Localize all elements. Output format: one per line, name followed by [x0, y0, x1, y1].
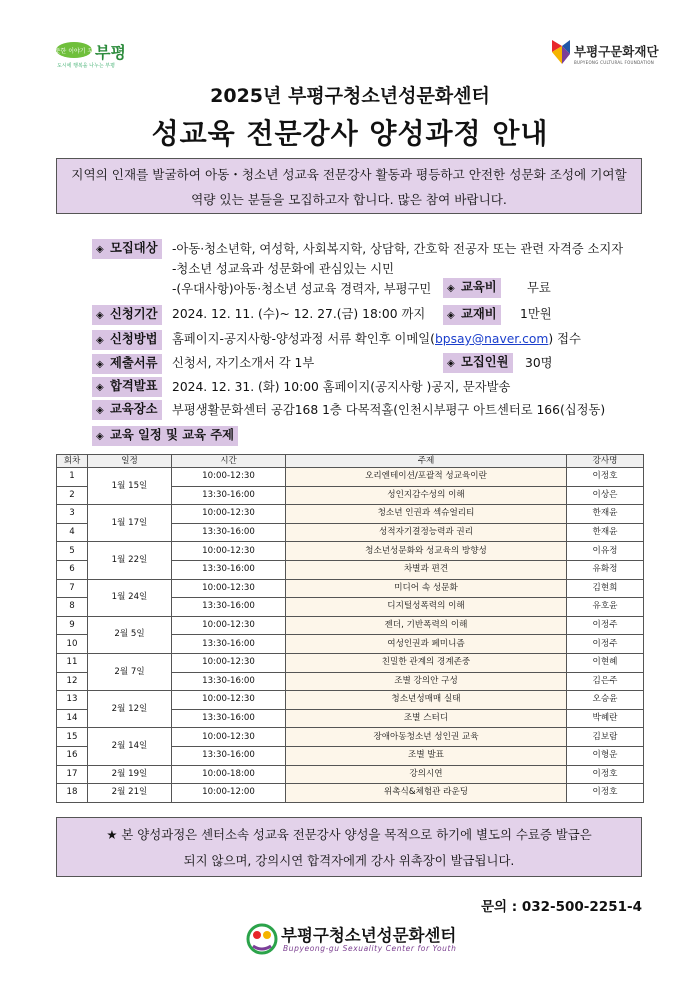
- notice-line-2: 되지 않으며, 강의시연 합격자에게 강사 위촉장이 발급됩니다.: [183, 853, 515, 868]
- table-row: 15 2월 14일 10:00-12:30 장애아동청소년 성인권 교육 김보람: [57, 728, 644, 747]
- target-label: ◈ 모집대상: [92, 239, 162, 259]
- table-header-row: [57, 455, 644, 468]
- page-title: 성교육 전문강사 양성과정 안내: [151, 117, 549, 150]
- intro-box: [56, 158, 642, 214]
- method-label: ◈ 신청방법: [92, 330, 162, 350]
- page-subtitle: 2025년 부평구청소년성문화센터: [210, 85, 490, 107]
- notice-box: [56, 817, 642, 877]
- logo-left-sub: 도시에 행복을 나누는 부평: [57, 63, 115, 69]
- target-line-3: -(우대사항)아동·청소년 성교육 경력자, 부평구민: [172, 282, 432, 296]
- notice-line-1: ★ 본 양성과정은 센터소속 성교육 전문강사 양성을 목적으로 하기에 별도의 수료증 발급은: [106, 827, 592, 842]
- target-line-1: -아동·청소년학, 여성학, 사회복지학, 상담학, 간호학 전공자 또는 관련 자격증 소지자: [172, 242, 624, 256]
- table-row: 5 1월 22일 10:00-12:30 청소년성문화와 성교육의 방향성 이유정: [57, 542, 644, 561]
- svg-text:따뜻한 이야기 부평: 따뜻한 이야기 부평: [48, 48, 100, 55]
- footer-center-name: 부평구청소년성문화센터: [281, 926, 457, 945]
- header-teacher: 강사명: [567, 455, 644, 468]
- table-row: 18 2월 21일 10:00-12:00 위촉식&체험관 라운딩 이정호: [57, 784, 644, 803]
- table-row: 14 13:30-16:00 조별 스터디 박혜란: [57, 709, 644, 728]
- result-label: ◈ 합격발표: [92, 377, 162, 397]
- table-row: 4 13:30-16:00 성적자기결정능력과 권리 한재윤: [57, 523, 644, 542]
- header-date: 일정: [88, 455, 172, 468]
- schedule-table: [56, 454, 644, 803]
- footer-logo: [245, 920, 465, 960]
- header-time: 시간: [172, 455, 286, 468]
- email-link[interactable]: bpsay@naver.com: [434, 332, 549, 346]
- table-row: 10 13:30-16:00 여성인권과 페미니즘 이정주: [57, 635, 644, 654]
- table-row: 12 13:30-16:00 조별 강의안 구성 김은주: [57, 672, 644, 691]
- quota-label: ◈ 모집인원: [443, 353, 513, 373]
- bupyeong-logo: [48, 38, 135, 72]
- logo-leaf-icon: [48, 40, 100, 60]
- foundation-name: 부평구문화재단: [574, 44, 659, 59]
- table-row: 13 2월 12일 10:00-12:30 청소년성매매 실태 오승윤: [57, 691, 644, 710]
- table-row: 9 2월 5일 10:00-12:30 젠더, 기반폭력의 이해 이정주: [57, 616, 644, 635]
- intro-line-1: 지역의 인재를 발굴하여 아동・청소년 성교육 전문강사 활동과 평등하고 안전한 성문화 조성에 기여할: [71, 167, 627, 182]
- contact-info: 문의 : 032-500-2251-4: [480, 899, 642, 915]
- place-label: ◈ 교육장소: [92, 400, 162, 420]
- center-logo-icon: [245, 922, 279, 956]
- material-label: ◈ 교재비: [443, 305, 501, 325]
- table-row: 11 2월 7일 10:00-12:30 친밀한 관계의 경계존중 이현혜: [57, 653, 644, 672]
- method-value: 홈페이지-공지사항-양성과정 서류 확인후 이메일(bpsay@naver.com) 접수: [172, 332, 581, 346]
- schedule-label: ◈ 교육 일정 및 교육 주제: [92, 426, 238, 446]
- docs-label: ◈ 제출서류: [92, 354, 162, 374]
- period-label: ◈ 신청기간: [92, 305, 162, 325]
- foundation-english: BUPYEONG CULTURAL FOUNDATION: [574, 60, 655, 65]
- table-row: 3 1월 17일 10:00-12:30 청소년 인권과 섹슈얼리티 한재윤: [57, 505, 644, 524]
- table-row: 8 13:30-16:00 디지털성폭력의 이해 유호윤: [57, 598, 644, 617]
- table-row: 2 13:30-16:00 성인지감수성의 이해 이상은: [57, 486, 644, 505]
- intro-line-2: 역량 있는 분들을 모집하고자 합니다. 많은 참여 바랍니다.: [191, 192, 507, 207]
- table-row: 17 2월 19일 10:00-18:00 강의시연 이정호: [57, 765, 644, 784]
- fee-value: 무료: [527, 281, 551, 295]
- docs-value: 신청서, 자기소개서 각 1부: [172, 356, 315, 370]
- logo-left-text: 부평: [95, 43, 126, 62]
- table-row: 16 13:30-16:00 조별 발표 이형운: [57, 746, 644, 765]
- material-value: 1만원: [520, 307, 552, 321]
- target-line-2: -청소년 성교육과 성문화에 관심있는 시민: [172, 262, 395, 276]
- quota-value: 30명: [525, 356, 553, 370]
- table-row: 1 1월 15일 10:00-12:30 오리엔테이션/포괄적 성교육이란 이정호: [57, 468, 644, 487]
- footer-center-english: Bupyeong-gu Sexuality Center for Youth: [283, 944, 457, 953]
- place-value: 부평생활문화센터 공감168 1층 다목적홀(인천시부평구 아트센터로 166(십정동): [172, 403, 606, 417]
- header-session: 회차: [57, 455, 88, 468]
- foundation-logo: [548, 38, 668, 72]
- result-value: 2024. 12. 31. (화) 10:00 홈페이지(공지사항 )공지, 문자발송: [172, 380, 511, 394]
- header-topic: 주제: [286, 455, 567, 468]
- foundation-logo-icon: [548, 38, 572, 68]
- table-row: 6 13:30-16:00 차별과 편견 유화정: [57, 560, 644, 579]
- table-row: 7 1월 24일 10:00-12:30 미디어 속 성문화 김현희: [57, 579, 644, 598]
- period-value: 2024. 12. 11. (수)~ 12. 27.(금) 18:00 까지: [172, 307, 426, 321]
- fee-label: ◈ 교육비: [443, 278, 501, 298]
